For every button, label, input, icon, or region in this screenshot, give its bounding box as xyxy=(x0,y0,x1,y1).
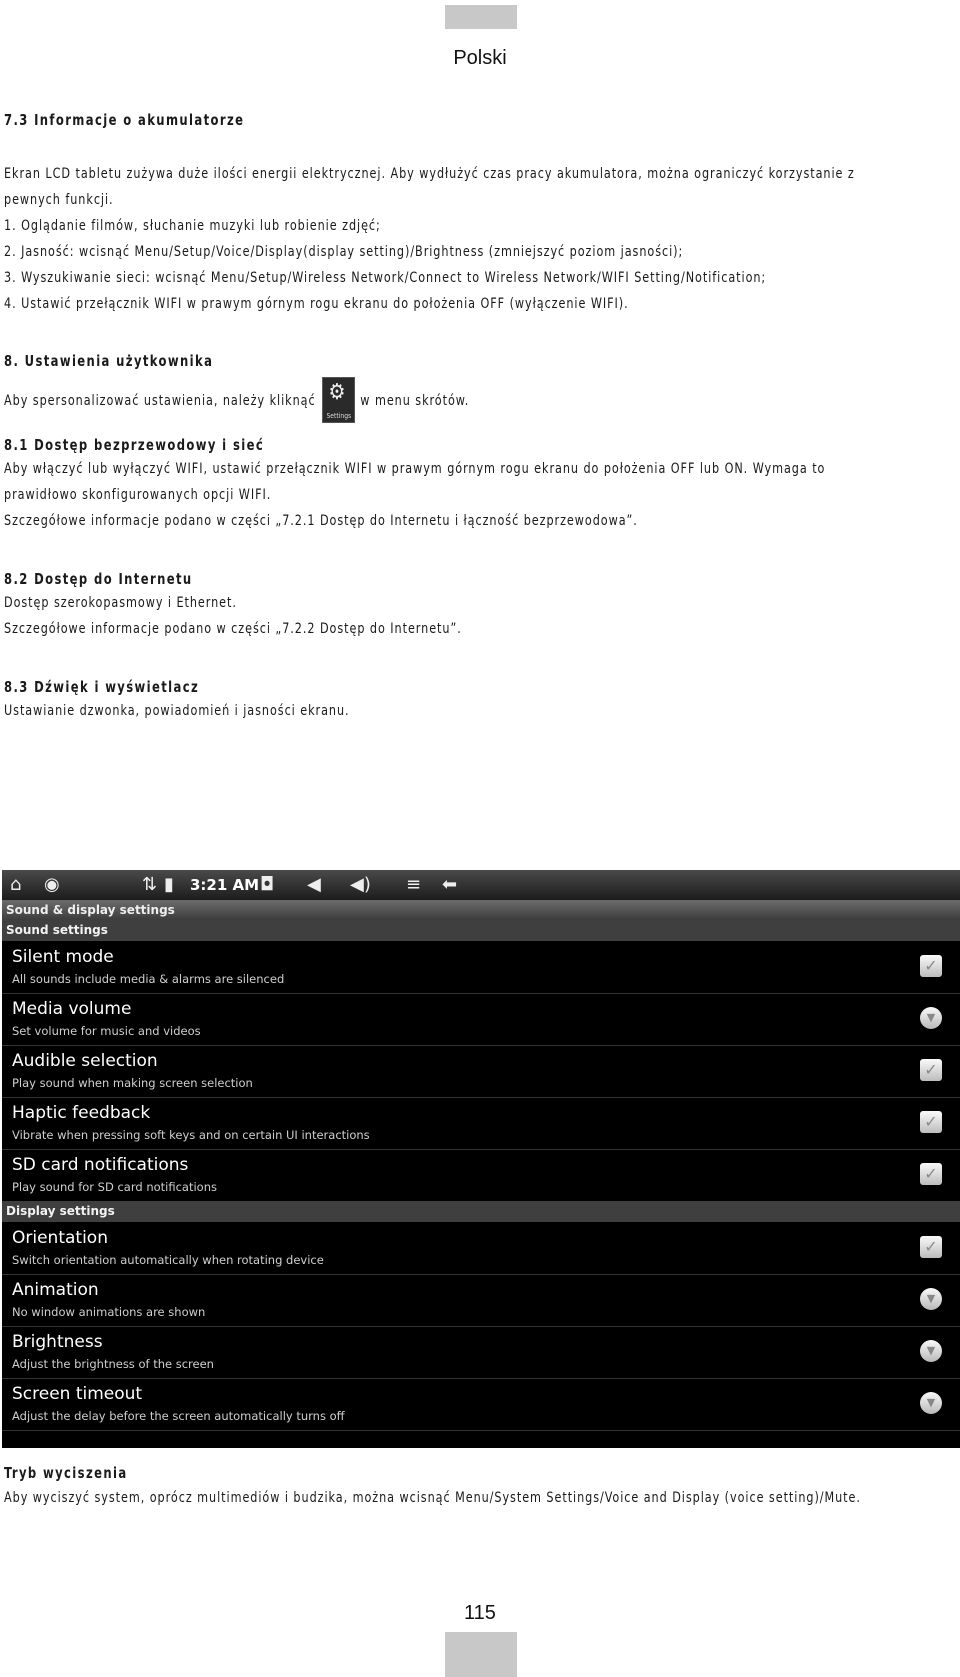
checkbox-icon: ✓ xyxy=(920,1163,942,1185)
text-before-icon: Aby spersonalizować ustawienia, należy kliknąć xyxy=(4,393,316,409)
setting-title: Animation xyxy=(12,1280,99,1300)
section-heading-8: 8. Ustawienia użytkownika xyxy=(4,352,214,370)
section-heading-8-3: 8.3 Dźwięk i wyświetlacz xyxy=(4,678,200,696)
page-tab-bottom xyxy=(445,1632,517,1677)
setting-summary: No window animations are shown xyxy=(12,1305,206,1319)
battery-icon: ▮ xyxy=(164,874,174,895)
paragraph-line xyxy=(4,377,469,423)
camera-icon: ◘ xyxy=(260,874,275,895)
text-after-icon: w menu skrótów. xyxy=(360,393,470,409)
dropdown-icon: ▼ xyxy=(920,1007,942,1029)
media-icon: ◉ xyxy=(44,874,60,895)
settings-icon xyxy=(322,377,355,423)
setting-row-haptic-feedback xyxy=(2,1097,960,1150)
menu-icon: ≡ xyxy=(406,874,422,895)
status-bar xyxy=(2,870,960,901)
section-heading-8-1: 8.1 Dostęp bezprzewodowy i sieć xyxy=(4,436,265,454)
language-label: Polski xyxy=(453,47,507,69)
setting-summary: Adjust the brightness of the screen xyxy=(12,1357,214,1371)
setting-summary: Play sound when making screen selection xyxy=(12,1076,253,1090)
dropdown-icon: ▼ xyxy=(920,1392,942,1414)
section-heading-7-3: 7.3 Informacje o akumulatorze xyxy=(4,111,245,129)
paragraph-line: Szczegółowe informacje podano w części „7.2.1 Dostęp do Internetu i łączność bezprzewodowa”. xyxy=(4,513,638,529)
setting-summary: Vibrate when pressing soft keys and on certain UI interactions xyxy=(12,1128,370,1142)
setting-title: SD card notifications xyxy=(12,1155,189,1175)
paragraph-line: prawidłowo skonfigurowanych opcji WIFI. xyxy=(4,487,272,503)
page-tab-top xyxy=(445,5,517,29)
home-icon: ⌂ xyxy=(10,874,22,895)
setting-summary: Adjust the delay before the screen automatically turns off xyxy=(12,1409,345,1423)
back-icon: ⬅ xyxy=(442,874,458,895)
setting-title: Audible selection xyxy=(12,1051,158,1071)
checkbox-icon: ✓ xyxy=(920,955,942,977)
list-item: 2. Jasność: wcisnąć Menu/Setup/Voice/Display(display setting)/Brightness (zmniejszyć poziom jasności); xyxy=(4,244,684,260)
volume-down-icon: ◀ xyxy=(307,874,321,895)
setting-row-orientation xyxy=(2,1222,960,1275)
screen-title: Sound & display settings xyxy=(2,901,960,920)
checkbox-icon: ✓ xyxy=(920,1059,942,1081)
list-item: 3. Wyszukiwanie sieci: wcisnąć Menu/Setup/Wireless Network/Connect to Wireless Network/WIFI Setting/Notification; xyxy=(4,270,767,286)
paragraph-line: Aby włączyć lub wyłączyć WIFI, ustawić przełącznik WIFI w prawym górnym rogu ekranu do położenia OFF lub ON. Wymaga to xyxy=(4,461,826,477)
dropdown-icon: ▼ xyxy=(920,1340,942,1362)
setting-row-animation xyxy=(2,1274,960,1327)
page-number: 115 xyxy=(464,1602,496,1624)
paragraph-line: Ekran LCD tabletu zużywa duże ilości energii elektrycznej. Aby wydłużyć czas pracy akumulatora, można ograniczyć korzystanie z xyxy=(4,166,855,182)
setting-row-audible-selection xyxy=(2,1045,960,1098)
setting-row-media-volume xyxy=(2,993,960,1046)
section-heading-mute: Tryb wyciszenia xyxy=(4,1464,128,1482)
dropdown-icon: ▼ xyxy=(920,1288,942,1310)
setting-title: Brightness xyxy=(12,1332,103,1352)
setting-row-sd-card-notifications xyxy=(2,1149,960,1202)
setting-title: Silent mode xyxy=(12,947,114,967)
list-item: 1. Oglądanie filmów, słuchanie muzyki lub robienie zdjęć; xyxy=(4,218,381,234)
paragraph-line: Szczegółowe informacje podano w części „7.2.2 Dostęp do Internetu”. xyxy=(4,621,462,637)
setting-summary: Play sound for SD card notifications xyxy=(12,1180,217,1194)
setting-summary: Switch orientation automatically when rotating device xyxy=(12,1253,324,1267)
paragraph-line: Aby wyciszyć system, oprócz multimediów i budzika, można wcisnąć Menu/System Settings/Voice and Display (voice setting)/Mute. xyxy=(4,1490,861,1506)
gear-icon: ⚙ xyxy=(328,380,347,405)
paragraph-line: pewnych funkcji. xyxy=(4,192,114,208)
signal-icon: ⇅ xyxy=(142,874,158,895)
setting-title: Haptic feedback xyxy=(12,1103,151,1123)
settings-icon-label: Settings xyxy=(326,412,352,420)
volume-up-icon: ◀) xyxy=(350,874,371,895)
paragraph-line: Dostęp szerokopasmowy i Ethernet. xyxy=(4,595,237,611)
setting-row-brightness xyxy=(2,1326,960,1379)
paragraph-line: Ustawianie dzwonka, powiadomień i jasności ekranu. xyxy=(4,703,350,719)
sound-settings-header: Sound settings xyxy=(2,920,960,941)
setting-summary: Set volume for music and videos xyxy=(12,1024,201,1038)
setting-title: Orientation xyxy=(12,1228,108,1248)
setting-title: Screen timeout xyxy=(12,1384,143,1404)
status-clock: 3:21 AM xyxy=(190,876,260,894)
display-settings-header: Display settings xyxy=(2,1201,960,1222)
setting-row-silent-mode xyxy=(2,941,960,994)
setting-title: Media volume xyxy=(12,999,132,1019)
checkbox-icon: ✓ xyxy=(920,1236,942,1258)
list-item: 4. Ustawić przełącznik WIFI w prawym górnym rogu ekranu do położenia OFF (wyłączenie WIFI). xyxy=(4,296,629,312)
setting-summary: All sounds include media & alarms are silenced xyxy=(12,972,285,986)
setting-row-screen-timeout xyxy=(2,1378,960,1431)
settings-screenshot xyxy=(2,870,960,1448)
section-heading-8-2: 8.2 Dostęp do Internetu xyxy=(4,570,193,588)
checkbox-icon: ✓ xyxy=(920,1111,942,1133)
